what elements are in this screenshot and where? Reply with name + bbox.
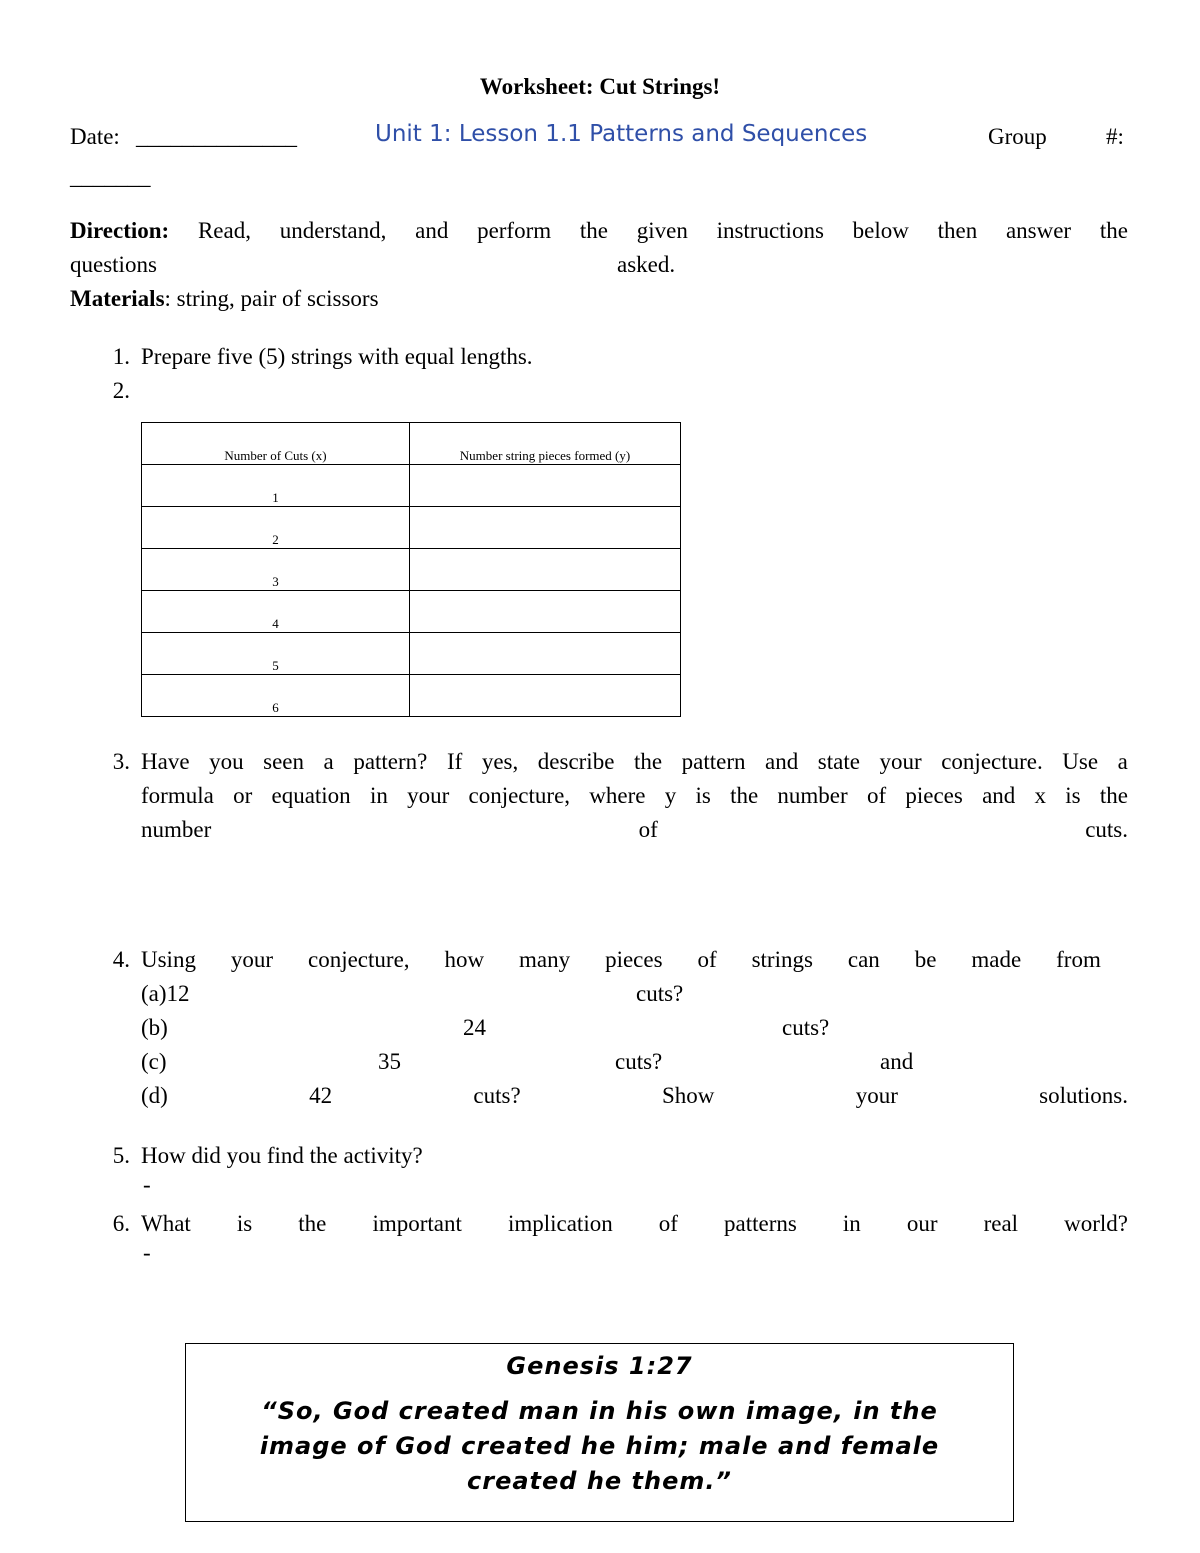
text-word: and	[415, 218, 449, 243]
item-4-line-5	[141, 1083, 1128, 1109]
text-word: (d)	[141, 1083, 168, 1108]
text-word: is	[695, 783, 711, 808]
text-word: instructions	[716, 218, 824, 243]
cuts-cell: 5	[142, 633, 410, 675]
pieces-cell[interactable]	[410, 675, 681, 717]
item-4-a-cuts: cuts?	[636, 981, 684, 1006]
text-word: x	[1034, 783, 1047, 808]
worksheet-title: Worksheet: Cut Strings!	[479, 74, 721, 99]
item-number: 4.	[112, 947, 130, 972]
item-4-line-1	[141, 947, 1101, 973]
table-row	[142, 675, 681, 717]
item-number: 2.	[112, 378, 130, 403]
text-word: conjecture,	[468, 783, 571, 808]
group-hash-label: #:	[1106, 124, 1124, 149]
group-blank: _______	[70, 164, 151, 189]
text-word: in	[842, 1211, 861, 1236]
text-word: made	[971, 947, 1022, 972]
text-word: understand,	[279, 218, 387, 243]
pieces-cell[interactable]	[410, 633, 681, 675]
item-4-b-num: 24	[463, 1015, 486, 1040]
cuts-cell: 2	[142, 507, 410, 549]
item-number: 5.	[112, 1143, 130, 1168]
text-word: many	[519, 947, 571, 972]
text-word: solutions.	[1039, 1083, 1128, 1108]
text-word: in	[369, 783, 388, 808]
text-word: yes,	[481, 749, 519, 774]
text-word: and	[765, 749, 799, 774]
text-word: implication	[507, 1211, 613, 1236]
item-1-text: Prepare five (5) strings with equal lengths.	[141, 344, 533, 369]
verse-line: “So, God created man in his own image, in the	[261, 1397, 938, 1425]
text-word: a	[1117, 749, 1128, 774]
direction-word: questions	[70, 252, 157, 277]
text-word: cuts?	[473, 1083, 521, 1108]
text-word: Show	[661, 1083, 715, 1108]
pieces-cell[interactable]	[410, 507, 681, 549]
cuts-table	[141, 422, 681, 717]
text-word: cuts.	[1085, 817, 1128, 842]
text-word: state	[817, 749, 860, 774]
date-blank: ______________	[136, 124, 297, 149]
text-word: the	[633, 749, 663, 774]
text-word: pieces	[905, 783, 963, 808]
text-word: your	[407, 783, 450, 808]
text-word: is	[236, 1211, 253, 1236]
cuts-cell: 1	[142, 465, 410, 507]
text-word: describe	[537, 749, 615, 774]
column-header: Number of Cuts (x)	[142, 423, 410, 465]
text-word: conjecture.	[941, 749, 1043, 774]
item-4-a: (a)12	[141, 981, 190, 1006]
direction-line-1	[70, 218, 1128, 244]
verse-line: image of God created he him; male and female	[259, 1432, 940, 1460]
text-word: 42	[309, 1083, 333, 1108]
lesson-title: Unit 1: Lesson 1.1 Patterns and Sequences	[375, 121, 868, 147]
text-word: be	[914, 947, 937, 972]
text-word: y	[664, 783, 677, 808]
text-word: number	[777, 783, 848, 808]
text-word: given	[636, 218, 688, 243]
item-4-c-and: and	[880, 1049, 914, 1074]
text-word: the	[1099, 218, 1128, 243]
table-row	[142, 633, 681, 675]
materials-line	[70, 286, 379, 312]
text-word: the	[730, 783, 759, 808]
text-word: of	[658, 1211, 678, 1236]
direction-label: Direction:	[70, 218, 170, 243]
text-word: If	[446, 749, 463, 774]
item-3-line-1	[141, 749, 1128, 775]
text-word: your	[879, 749, 922, 774]
column-header: Number string pieces formed (y)	[410, 423, 681, 465]
table-row	[142, 465, 681, 507]
text-word: patterns	[724, 1211, 797, 1236]
text-word: you	[209, 749, 244, 774]
item-5-answer-dash: -	[143, 1172, 151, 1197]
text-word: pattern?	[353, 749, 428, 774]
table-row	[142, 591, 681, 633]
text-word: Using	[141, 947, 196, 972]
text-word: answer	[1005, 218, 1072, 243]
item-3-line-2	[141, 783, 1128, 809]
item-number: 3.	[112, 749, 130, 774]
text-word: number	[141, 817, 212, 842]
text-word: strings	[751, 947, 813, 972]
text-word: Use	[1062, 749, 1099, 774]
text-word: pattern	[681, 749, 746, 774]
text-word: of	[866, 783, 887, 808]
text-word: world?	[1064, 1211, 1128, 1236]
verse-text	[186, 1394, 1013, 1499]
text-word: from	[1056, 947, 1101, 972]
text-word: the	[1099, 783, 1128, 808]
text-word: can	[847, 947, 880, 972]
text-word: is	[1065, 783, 1081, 808]
table-header-row	[142, 423, 681, 465]
item-3-line-3	[141, 817, 1128, 843]
item-6-line-1	[141, 1211, 1128, 1237]
pieces-cell[interactable]	[410, 465, 681, 507]
item-4-c: (c)	[141, 1049, 167, 1074]
item-number: 1.	[112, 344, 130, 369]
text-word: pieces	[605, 947, 663, 972]
table-row	[142, 507, 681, 549]
text-word: your	[855, 1083, 898, 1108]
materials-text: : string, pair of scissors	[164, 286, 379, 311]
text-word: What	[141, 1211, 191, 1236]
text-word: the	[298, 1211, 327, 1236]
verse-line: created he them.”	[467, 1467, 732, 1495]
cuts-cell: 3	[142, 549, 410, 591]
text-word: Read,	[197, 218, 251, 243]
pieces-cell[interactable]	[410, 549, 681, 591]
cuts-cell: 4	[142, 591, 410, 633]
text-word: below	[852, 218, 909, 243]
text-word: how	[444, 947, 485, 972]
text-word: where	[589, 783, 646, 808]
item-4-b: (b)	[141, 1015, 168, 1040]
materials-label: Materials	[70, 286, 165, 311]
verse-reference: Genesis 1:27	[506, 1352, 693, 1380]
table-row	[142, 549, 681, 591]
text-word: a	[323, 749, 334, 774]
text-word: seen	[263, 749, 304, 774]
text-word: then	[937, 218, 978, 243]
item-5-text: How did you find the activity?	[141, 1143, 423, 1168]
direction-word: asked.	[617, 252, 676, 277]
item-4-b-cuts: cuts?	[782, 1015, 830, 1040]
text-word: Have	[141, 749, 190, 774]
bible-verse-box	[185, 1343, 1014, 1522]
text-word: our	[906, 1211, 938, 1236]
text-word: of	[697, 947, 717, 972]
text-word: conjecture,	[308, 947, 410, 972]
text-word: your	[230, 947, 274, 972]
text-word: and	[982, 783, 1016, 808]
text-word: or	[233, 783, 253, 808]
text-word: the	[579, 218, 608, 243]
text-word: perform	[477, 218, 552, 243]
text-word: formula	[141, 783, 214, 808]
item-4-c-num: 35	[378, 1049, 401, 1074]
item-4-c-cuts: cuts?	[615, 1049, 663, 1074]
item-number: 6.	[112, 1211, 130, 1236]
text-word: equation	[271, 783, 351, 808]
pieces-cell[interactable]	[410, 591, 681, 633]
text-word: of	[638, 817, 658, 842]
item-6-answer-dash: -	[143, 1240, 151, 1265]
text-word: real	[983, 1211, 1019, 1236]
group-label: Group	[988, 124, 1047, 149]
cuts-cell: 6	[142, 675, 410, 717]
text-word: important	[372, 1211, 462, 1236]
date-label: Date:	[70, 124, 120, 149]
